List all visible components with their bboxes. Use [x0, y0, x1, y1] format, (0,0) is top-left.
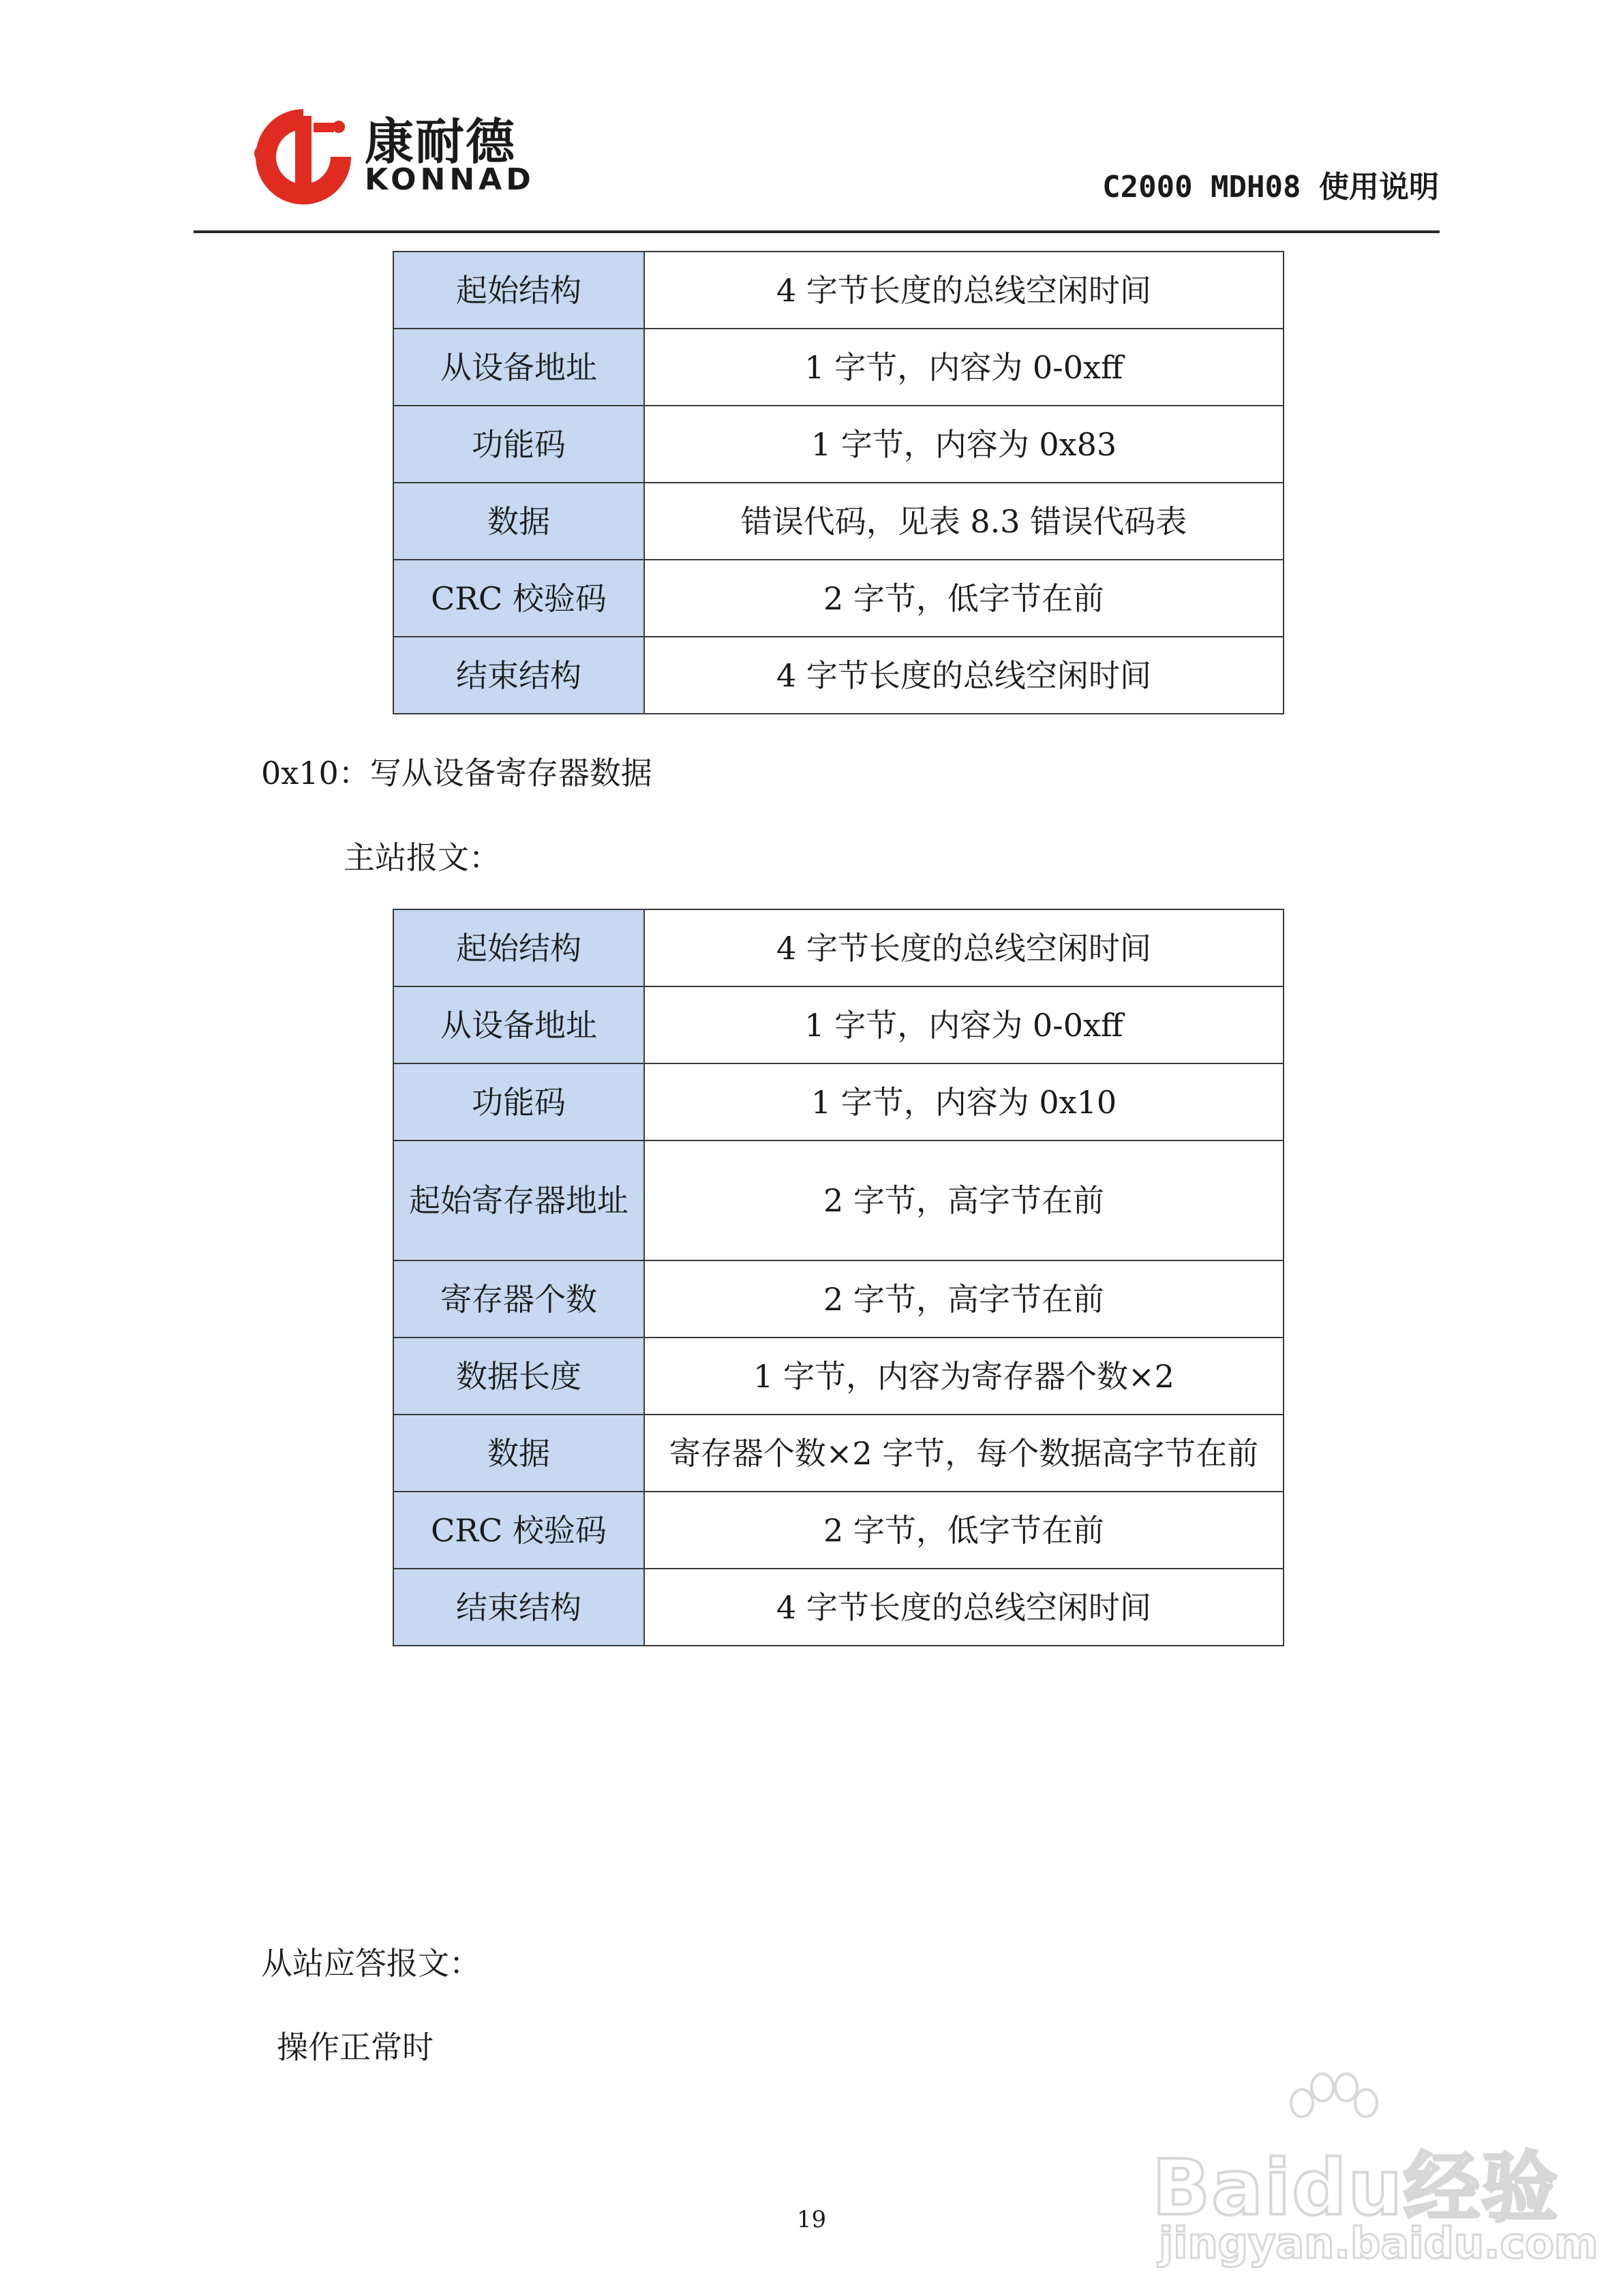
field-label: CRC 校验码	[393, 560, 644, 637]
field-label: 结束结构	[393, 1569, 644, 1646]
table-row	[393, 986, 1284, 1063]
normal-operation-label: 操作正常时	[277, 2029, 434, 2066]
field-value: 4 字节长度的总线空闲时间	[644, 909, 1284, 986]
master-request-table	[393, 909, 1284, 1646]
table-row	[393, 560, 1284, 637]
table-row	[393, 252, 1284, 329]
table-row	[393, 1260, 1284, 1338]
field-value: 4 字节长度的总线空闲时间	[644, 637, 1284, 714]
field-value: 4 字节长度的总线空闲时间	[644, 252, 1284, 329]
konnad-logo-icon	[249, 102, 358, 205]
header-divider	[194, 230, 1440, 233]
field-label: 起始结构	[393, 909, 644, 986]
slave-response-label: 从站应答报文：	[261, 1945, 481, 1982]
field-label: 从设备地址	[393, 329, 644, 406]
field-label: 从设备地址	[393, 986, 644, 1063]
field-label: 结束结构	[393, 637, 644, 714]
table-row	[393, 1569, 1284, 1646]
field-value: 4 字节长度的总线空闲时间	[644, 1569, 1284, 1646]
field-label: CRC 校验码	[393, 1492, 644, 1569]
field-value: 错误代码，见表 8.3 错误代码表	[644, 483, 1284, 560]
field-value: 1 字节，内容为 0-0xff	[644, 329, 1284, 406]
watermark-main-text: Baidu经验	[1152, 2144, 1560, 2233]
brand-name-cn: 康耐德	[365, 113, 517, 170]
table-row	[393, 637, 1284, 714]
company-logo	[249, 102, 535, 205]
brand-name-en: KONNAD	[365, 162, 535, 197]
baidu-watermark	[1152, 2072, 1598, 2277]
table-row	[393, 1063, 1284, 1141]
field-label: 寄存器个数	[393, 1260, 644, 1338]
field-value: 1 字节，内容为 0-0xff	[644, 986, 1284, 1063]
field-label: 功能码	[393, 1063, 644, 1141]
table-row	[393, 406, 1284, 483]
field-value: 2 字节，低字节在前	[644, 1492, 1284, 1569]
field-label: 数据长度	[393, 1338, 644, 1415]
table-row	[393, 1415, 1284, 1492]
field-label: 数据	[393, 483, 644, 560]
document-title: C2000 MDH08 使用说明	[1102, 170, 1439, 205]
field-label: 起始结构	[393, 252, 644, 329]
table-row	[393, 1492, 1284, 1569]
field-value: 2 字节，低字节在前	[644, 560, 1284, 637]
field-value: 2 字节，高字节在前	[644, 1141, 1284, 1260]
field-value: 寄存器个数×2 字节，每个数据高字节在前	[644, 1415, 1284, 1492]
field-value: 1 字节，内容为寄存器个数×2	[644, 1338, 1284, 1415]
table-row	[393, 1141, 1284, 1260]
page-number: 19	[796, 2206, 827, 2233]
field-value: 1 字节，内容为 0x83	[644, 406, 1284, 483]
field-value: 1 字节，内容为 0x10	[644, 1063, 1284, 1141]
table-row	[393, 329, 1284, 406]
watermark-url: jingyan.baidu.com	[1159, 2218, 1598, 2268]
table-row	[393, 483, 1284, 560]
section-heading: 0x10：写从设备寄存器数据	[261, 755, 652, 791]
table-row	[393, 909, 1284, 986]
master-message-label: 主站报文：	[344, 839, 500, 876]
field-label: 数据	[393, 1415, 644, 1492]
field-label: 起始寄存器地址	[393, 1141, 644, 1260]
exception-response-table	[393, 251, 1284, 714]
field-label: 功能码	[393, 406, 644, 483]
table-row	[393, 1338, 1284, 1415]
field-value: 2 字节，高字节在前	[644, 1260, 1284, 1338]
